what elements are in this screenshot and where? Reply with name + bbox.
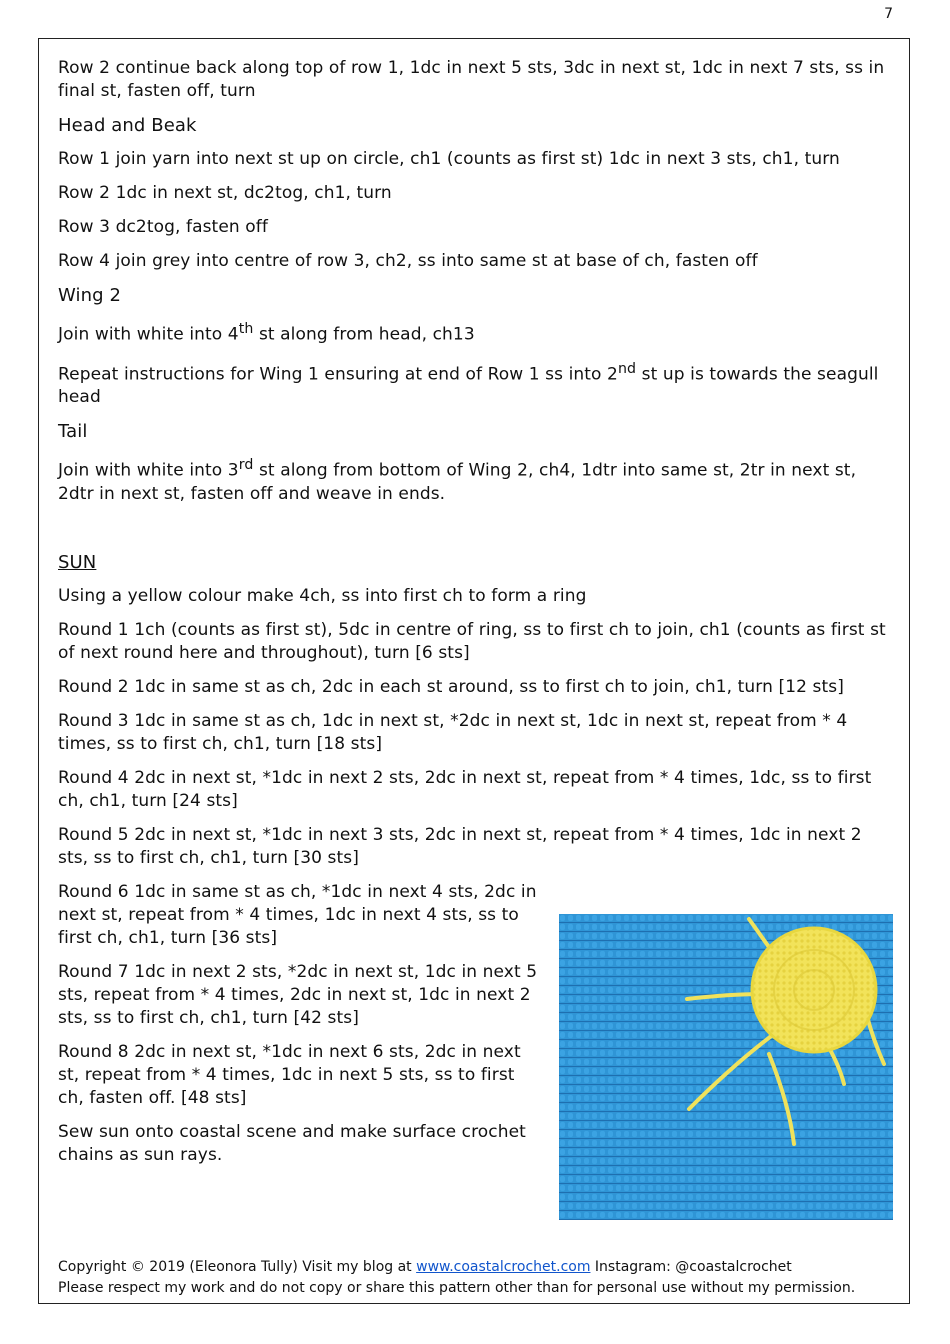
seagull-row-2: Row 2 continue back along top of row 1, 1dc in next 5 sts, 3dc in next st, 1dc in next 7 sts, ss in final st, fasten off, turn — [58, 58, 885, 101]
sun-title: SUN — [58, 551, 97, 573]
head-row-2: Row 2 1dc in next st, dc2tog, ch1, turn — [58, 183, 392, 203]
wing-2-repeat: Repeat instructions for Wing 1 ensuring at end of Row 1 ss into 2nd st up is towards the seagull head — [58, 360, 879, 408]
page-frame — [38, 38, 910, 1304]
sun-round-3: Round 3 1dc in same st as ch, 1dc in next st, *2dc in next st, 1dc in next st, repeat from * 4 times, ss to first ch, ch1, turn [18 sts] — [58, 710, 848, 754]
sun-round-6: Round 6 1dc in same st as ch, *1dc in next 4 sts, 2dc in next st, repeat from * 4 times, 1dc in next 4 sts, ss to first ch, ch1, turn [36 sts] — [58, 881, 537, 948]
wing-2-join: Join with white into 4th st along from head, ch13 — [58, 321, 475, 345]
sun-round-2: Round 2 1dc in same st as ch, 2dc in each st around, ss to first ch to join, ch1, turn [12 sts] — [58, 676, 844, 697]
page-number: 7 — [884, 6, 893, 22]
sun-round-1: Round 1 1ch (counts as first st), 5dc in centre of ring, ss to first ch to join, ch1 (counts as first st of next round here and throughout), turn [6 sts] — [58, 619, 886, 663]
head-row-4: Row 4 join grey into centre of row 3, ch2, ss into same st at base of ch, fasten off — [58, 251, 758, 271]
head-beak-heading: Head and Beak — [58, 115, 197, 136]
sun-round-8: Round 8 2dc in next st, *1dc in next 6 sts, 2dc in next st, repeat from * 4 times, 1dc in next 5 sts, ss to first ch, fasten off. [48 sts] — [58, 1041, 521, 1108]
head-row-3: Row 3 dc2tog, fasten off — [58, 217, 268, 237]
wing-2-heading: Wing 2 — [58, 285, 122, 306]
crochet-sun-photo — [559, 914, 893, 1220]
sun-round-7: Round 7 1dc in next 2 sts, *2dc in next st, 1dc in next 5 sts, repeat from * 4 times, 2dc in next st, 1dc in next 2 sts, ss to first ch, ch1, turn [42 sts] — [58, 961, 538, 1028]
footer-copyright-line: Copyright © 2019 (Eleonora Tully) Visit my blog at www.coastalcrochet.com Instagram: @coastalcrochet — [58, 1259, 792, 1275]
sun-ring: Using a yellow colour make 4ch, ss into first ch to form a ring — [58, 585, 587, 606]
footer-notice: Please respect my work and do not copy or share this pattern other than for personal use without my permission. — [58, 1280, 856, 1296]
sun-round-4: Round 4 2dc in next st, *1dc in next 2 sts, 2dc in next st, repeat from * 4 times, 1dc, ss to first ch, ch1, turn [24 sts] — [58, 767, 872, 811]
tail-instructions: Join with white into 3rd st along from bottom of Wing 2, ch4, 1dtr into same st, 2tr in next st, 2dtr in next st, fasten off and weave in ends. — [58, 457, 857, 504]
head-row-1: Row 1 join yarn into next st up on circle, ch1 (counts as first st) 1dc in next 3 sts, ch1, turn — [58, 149, 840, 169]
sun-finishing: Sew sun onto coastal scene and make surface crochet chains as sun rays. — [58, 1121, 526, 1165]
footer — [58, 1257, 898, 1299]
blog-link[interactable]: www.coastalcrochet.com — [416, 1259, 591, 1275]
tail-heading: Tail — [58, 421, 88, 443]
sun-round-5: Round 5 2dc in next st, *1dc in next 3 sts, 2dc in next st, repeat from * 4 times, 1dc in next 2 sts, ss to first ch, ch1, turn [30 sts] — [58, 824, 862, 868]
